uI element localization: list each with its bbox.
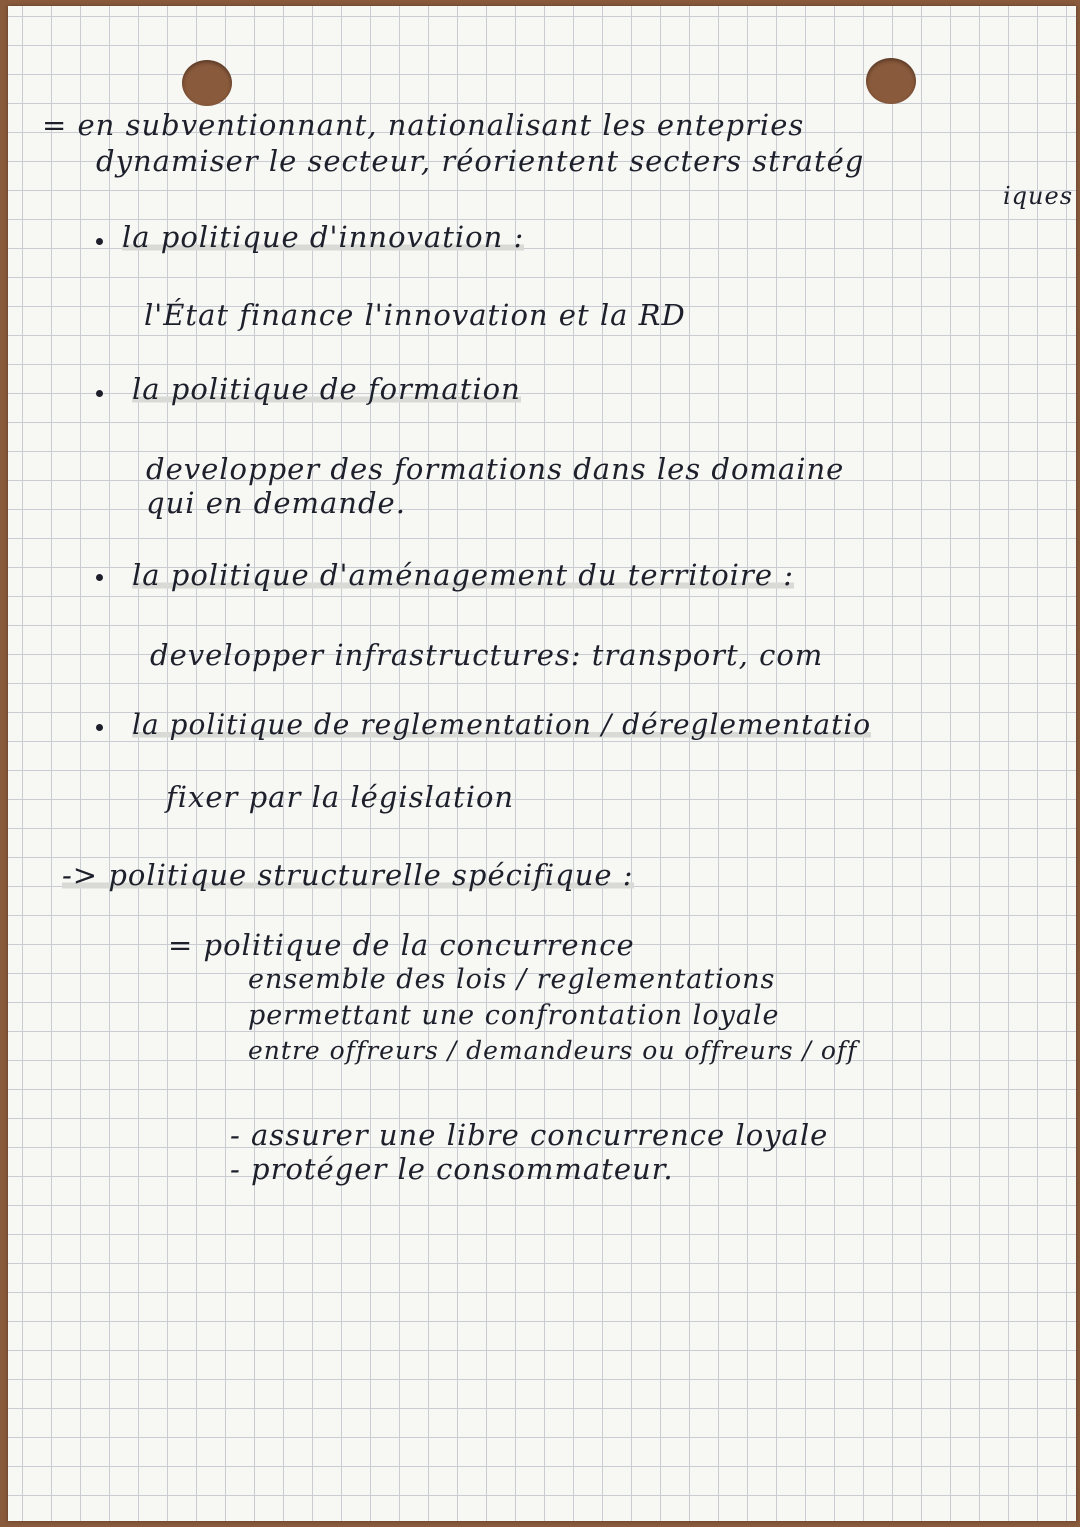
bullet-point <box>96 574 103 581</box>
note-line: ensemble des lois / reglementations <box>248 964 776 995</box>
bullet-point <box>96 390 103 397</box>
dash-item: - protéger le consommateur. <box>230 1152 674 1186</box>
note-line: l'État finance l'innovation et la RD <box>144 298 686 332</box>
punch-hole <box>866 58 916 104</box>
section-heading: la politique d'innovation : <box>122 220 525 254</box>
note-line: = en subventionnant, nationalisant les entepries <box>42 108 805 142</box>
note-line: qui en demande. <box>146 486 406 520</box>
bullet-point <box>96 724 103 731</box>
note-line: developper des formations dans les domaine <box>146 452 845 486</box>
notebook-page <box>8 6 1076 1521</box>
note-line: entre offreurs / demandeurs ou offreurs / off <box>248 1036 858 1065</box>
bullet-point <box>96 238 103 245</box>
note-line: permettant une confrontation loyale <box>248 1000 780 1031</box>
note-line: fixer par la législation <box>166 780 515 814</box>
punch-hole <box>182 60 232 106</box>
note-line: dynamiser le secteur, réorientent secters stratég <box>96 144 865 178</box>
section-heading: la politique d'aménagement du territoire : <box>132 558 794 592</box>
note-line: developper infrastructures: transport, com <box>150 638 824 672</box>
section-heading: -> politique structurelle spécifique : <box>62 858 634 892</box>
section-heading: la politique de reglementation / déreglementatio <box>132 708 872 741</box>
note-line: iques <box>1003 182 1074 210</box>
dash-item: - assurer une libre concurrence loyale <box>230 1118 829 1152</box>
section-heading: la politique de formation <box>132 372 521 406</box>
sub-heading: = politique de la concurrence <box>168 928 635 962</box>
